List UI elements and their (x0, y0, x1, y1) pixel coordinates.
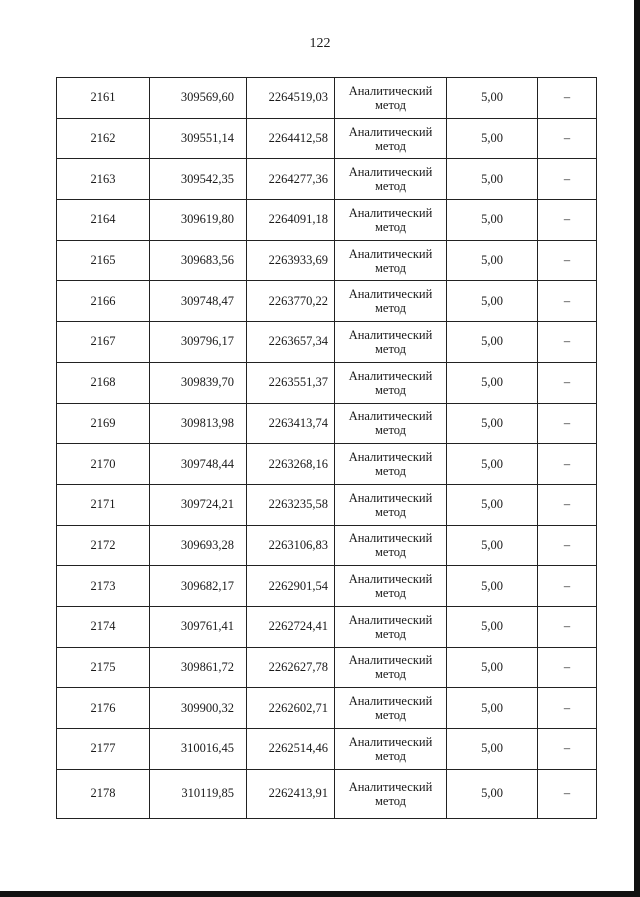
y-coordinate: 2264277,36 (268, 171, 328, 186)
x-coordinate-cell (150, 322, 247, 363)
point-number: 2166 (90, 293, 116, 308)
x-coordinate: 309861,72 (180, 659, 234, 674)
method-cell (335, 78, 447, 119)
point-number-cell (57, 647, 150, 688)
accuracy-value: 5,00 (481, 456, 503, 471)
method-line-2: метод (374, 504, 406, 519)
point-number: 2173 (90, 578, 116, 593)
accuracy-value: 5,00 (481, 293, 503, 308)
y-coordinate-cell (247, 281, 335, 322)
point-number-cell (57, 118, 150, 159)
y-coordinate: 2262901,54 (268, 578, 328, 593)
note-cell (538, 606, 597, 647)
accuracy-cell (447, 769, 538, 818)
y-coordinate-cell (247, 78, 335, 119)
note-value: – (563, 619, 571, 634)
method-cell (335, 606, 447, 647)
method-line-2: метод (374, 341, 406, 356)
accuracy-value: 5,00 (481, 375, 503, 390)
method-cell (335, 362, 447, 403)
method-line-2: метод (374, 708, 406, 723)
method-cell (335, 525, 447, 566)
point-number-cell (57, 362, 150, 403)
y-coordinate-cell (247, 403, 335, 444)
table-row (57, 688, 597, 729)
point-number: 2169 (90, 415, 116, 430)
method-line-1: Аналитический (348, 165, 433, 180)
method-cell (335, 444, 447, 485)
method-cell (335, 688, 447, 729)
point-number: 2171 (90, 497, 116, 512)
method-line-1: Аналитический (348, 287, 433, 302)
y-coordinate: 2263933,69 (268, 253, 328, 268)
method-line-2: метод (374, 423, 406, 438)
x-coordinate-cell (150, 484, 247, 525)
x-coordinate-cell (150, 240, 247, 281)
y-coordinate: 2262627,78 (268, 659, 328, 674)
accuracy-value: 5,00 (481, 415, 503, 430)
method-cell (335, 200, 447, 241)
method-line-1: Аналитический (348, 490, 433, 505)
y-coordinate: 2263235,58 (268, 497, 328, 512)
x-coordinate: 309693,28 (180, 537, 234, 552)
table-row (57, 769, 597, 818)
accuracy-value: 5,00 (481, 171, 503, 186)
table-row (57, 484, 597, 525)
method-cell (335, 403, 447, 444)
x-coordinate: 309900,32 (180, 700, 234, 715)
y-coordinate-cell (247, 606, 335, 647)
note-cell (538, 566, 597, 607)
note-value: – (563, 131, 571, 146)
accuracy-cell (447, 118, 538, 159)
y-coordinate-cell (247, 566, 335, 607)
y-coordinate: 2262514,46 (268, 741, 328, 756)
note-value: – (563, 375, 571, 390)
x-coordinate: 309748,44 (180, 456, 234, 471)
note-value: – (563, 293, 571, 308)
y-coordinate-cell (247, 729, 335, 770)
method-line-2: метод (374, 586, 406, 601)
note-value: – (563, 578, 571, 593)
accuracy-value: 5,00 (481, 741, 503, 756)
x-coordinate: 310119,85 (181, 786, 234, 801)
point-number: 2163 (90, 171, 116, 186)
method-line-1: Аналитический (348, 124, 433, 139)
note-cell (538, 322, 597, 363)
point-number: 2165 (90, 253, 116, 268)
x-coordinate-cell (150, 647, 247, 688)
y-coordinate-cell (247, 769, 335, 818)
x-coordinate-cell (150, 200, 247, 241)
accuracy-cell (447, 444, 538, 485)
note-value: – (563, 700, 571, 715)
note-value: – (563, 415, 571, 430)
note-cell (538, 769, 597, 818)
x-coordinate-cell (150, 606, 247, 647)
y-coordinate: 2262413,91 (268, 786, 328, 801)
method-line-1: Аналитический (348, 653, 433, 668)
x-coordinate-cell (150, 566, 247, 607)
point-number: 2162 (90, 131, 116, 146)
table-row (57, 118, 597, 159)
method-line-1: Аналитический (348, 734, 433, 749)
point-number: 2177 (90, 741, 116, 756)
method-cell (335, 240, 447, 281)
note-value: – (563, 171, 571, 186)
note-value: – (563, 659, 571, 674)
point-number-cell (57, 484, 150, 525)
method-cell (335, 281, 447, 322)
y-coordinate: 2263657,34 (268, 334, 328, 349)
accuracy-value: 5,00 (481, 131, 503, 146)
x-coordinate: 309761,41 (180, 619, 234, 634)
method-line-2: метод (374, 219, 406, 234)
point-number: 2172 (90, 537, 116, 552)
method-cell (335, 159, 447, 200)
y-coordinate: 2263413,74 (268, 415, 328, 430)
method-line-1: Аналитический (348, 531, 433, 546)
table-row (57, 200, 597, 241)
accuracy-value: 5,00 (481, 700, 503, 715)
method-line-1: Аналитический (348, 409, 433, 424)
method-line-1: Аналитический (348, 779, 433, 794)
note-value: – (563, 212, 571, 227)
point-number-cell (57, 566, 150, 607)
accuracy-value: 5,00 (481, 212, 503, 227)
point-number: 2174 (90, 619, 116, 634)
method-line-1: Аналитический (348, 694, 433, 709)
y-coordinate-cell (247, 362, 335, 403)
accuracy-cell (447, 159, 538, 200)
x-coordinate-cell (150, 444, 247, 485)
y-coordinate: 2263106,83 (268, 537, 328, 552)
x-coordinate: 309683,56 (180, 253, 234, 268)
method-line-2: метод (374, 793, 406, 808)
accuracy-value: 5,00 (481, 253, 503, 268)
accuracy-cell (447, 647, 538, 688)
note-cell (538, 118, 597, 159)
x-coordinate-cell (150, 769, 247, 818)
method-cell (335, 118, 447, 159)
accuracy-cell (447, 281, 538, 322)
x-coordinate: 309796,17 (180, 334, 234, 349)
method-line-2: метод (374, 97, 406, 112)
y-coordinate-cell (247, 200, 335, 241)
method-cell (335, 322, 447, 363)
coordinates-table (56, 77, 597, 819)
method-line-1: Аналитический (348, 612, 433, 627)
method-line-2: метод (374, 382, 406, 397)
y-coordinate-cell (247, 525, 335, 566)
note-cell (538, 647, 597, 688)
y-coordinate: 2262724,41 (268, 619, 328, 634)
accuracy-value: 5,00 (481, 497, 503, 512)
accuracy-value: 5,00 (481, 786, 503, 801)
accuracy-cell (447, 688, 538, 729)
method-line-1: Аналитический (348, 83, 433, 98)
x-coordinate: 309748,47 (180, 293, 234, 308)
accuracy-cell (447, 606, 538, 647)
table-row (57, 322, 597, 363)
table-row (57, 606, 597, 647)
x-coordinate-cell (150, 688, 247, 729)
point-number-cell (57, 78, 150, 119)
table-row (57, 566, 597, 607)
note-value: – (563, 90, 571, 105)
point-number-cell (57, 200, 150, 241)
x-coordinate: 309619,80 (180, 212, 234, 227)
point-number: 2176 (90, 700, 116, 715)
accuracy-cell (447, 240, 538, 281)
note-cell (538, 362, 597, 403)
point-number-cell (57, 322, 150, 363)
point-number: 2164 (90, 212, 116, 227)
x-coordinate-cell (150, 403, 247, 444)
point-number-cell (57, 240, 150, 281)
y-coordinate-cell (247, 118, 335, 159)
table-row (57, 647, 597, 688)
method-line-2: метод (374, 260, 406, 275)
method-cell (335, 647, 447, 688)
x-coordinate-cell (150, 525, 247, 566)
y-coordinate: 2263770,22 (268, 293, 328, 308)
method-line-2: метод (374, 179, 406, 194)
point-number-cell (57, 444, 150, 485)
method-line-1: Аналитический (348, 450, 433, 465)
note-cell (538, 78, 597, 119)
accuracy-value: 5,00 (481, 619, 503, 634)
accuracy-cell (447, 729, 538, 770)
note-cell (538, 484, 597, 525)
point-number: 2161 (90, 90, 116, 105)
table-row (57, 78, 597, 119)
x-coordinate-cell (150, 159, 247, 200)
note-cell (538, 281, 597, 322)
x-coordinate: 310016,45 (180, 741, 234, 756)
y-coordinate: 2264519,03 (268, 90, 328, 105)
point-number: 2168 (90, 375, 116, 390)
method-cell (335, 729, 447, 770)
method-line-1: Аналитический (348, 368, 433, 383)
note-value: – (563, 786, 571, 801)
method-cell (335, 484, 447, 525)
method-line-2: метод (374, 138, 406, 153)
note-value: – (563, 741, 571, 756)
accuracy-cell (447, 566, 538, 607)
y-coordinate-cell (247, 688, 335, 729)
note-cell (538, 444, 597, 485)
accuracy-cell (447, 78, 538, 119)
point-number-cell (57, 769, 150, 818)
accuracy-cell (447, 362, 538, 403)
note-cell (538, 200, 597, 241)
accuracy-value: 5,00 (481, 578, 503, 593)
accuracy-value: 5,00 (481, 334, 503, 349)
x-coordinate: 309542,35 (180, 171, 234, 186)
y-coordinate: 2262602,71 (268, 700, 328, 715)
point-number: 2167 (90, 334, 116, 349)
method-line-2: метод (374, 667, 406, 682)
x-coordinate: 309682,17 (180, 578, 234, 593)
x-coordinate-cell (150, 362, 247, 403)
method-line-1: Аналитический (348, 327, 433, 342)
x-coordinate: 309551,14 (180, 131, 234, 146)
method-line-1: Аналитический (348, 246, 433, 261)
accuracy-cell (447, 322, 538, 363)
note-value: – (563, 537, 571, 552)
page-number: 122 (309, 36, 331, 51)
note-cell (538, 525, 597, 566)
x-coordinate: 309813,98 (180, 415, 234, 430)
x-coordinate-cell (150, 281, 247, 322)
accuracy-cell (447, 525, 538, 566)
method-line-2: метод (374, 545, 406, 560)
table-row (57, 729, 597, 770)
y-coordinate-cell (247, 444, 335, 485)
table-row (57, 240, 597, 281)
point-number: 2175 (90, 659, 116, 674)
method-line-2: метод (374, 626, 406, 641)
method-line-2: метод (374, 464, 406, 479)
accuracy-cell (447, 484, 538, 525)
y-coordinate: 2263268,16 (268, 456, 328, 471)
point-number-cell (57, 159, 150, 200)
y-coordinate: 2264412,58 (268, 131, 328, 146)
point-number: 2170 (90, 456, 116, 471)
y-coordinate-cell (247, 240, 335, 281)
x-coordinate: 309724,21 (180, 497, 234, 512)
table-row (57, 403, 597, 444)
note-cell (538, 729, 597, 770)
method-line-1: Аналитический (348, 572, 433, 587)
y-coordinate-cell (247, 159, 335, 200)
note-value: – (563, 456, 571, 471)
coordinates-table-body (57, 78, 597, 819)
method-line-2: метод (374, 748, 406, 763)
note-cell (538, 688, 597, 729)
note-value: – (563, 334, 571, 349)
note-cell (538, 403, 597, 444)
y-coordinate: 2263551,37 (268, 375, 328, 390)
point-number: 2178 (90, 786, 116, 801)
x-coordinate-cell (150, 729, 247, 770)
note-value: – (563, 497, 571, 512)
method-line-2: метод (374, 301, 406, 316)
y-coordinate-cell (247, 647, 335, 688)
table-row (57, 444, 597, 485)
table-row (57, 159, 597, 200)
accuracy-value: 5,00 (481, 90, 503, 105)
point-number-cell (57, 525, 150, 566)
x-coordinate-cell (150, 78, 247, 119)
accuracy-value: 5,00 (481, 659, 503, 674)
table-row (57, 525, 597, 566)
note-cell (538, 159, 597, 200)
method-line-1: Аналитический (348, 205, 433, 220)
y-coordinate-cell (247, 322, 335, 363)
x-coordinate-cell (150, 118, 247, 159)
accuracy-value: 5,00 (481, 537, 503, 552)
table-row (57, 362, 597, 403)
point-number-cell (57, 606, 150, 647)
x-coordinate: 309839,70 (180, 375, 234, 390)
y-coordinate: 2264091,18 (268, 212, 328, 227)
method-cell (335, 769, 447, 818)
y-coordinate-cell (247, 484, 335, 525)
note-value: – (563, 253, 571, 268)
note-cell (538, 240, 597, 281)
x-coordinate: 309569,60 (180, 90, 234, 105)
point-number-cell (57, 688, 150, 729)
accuracy-cell (447, 200, 538, 241)
table-row (57, 281, 597, 322)
point-number-cell (57, 403, 150, 444)
method-cell (335, 566, 447, 607)
accuracy-cell (447, 403, 538, 444)
point-number-cell (57, 729, 150, 770)
point-number-cell (57, 281, 150, 322)
